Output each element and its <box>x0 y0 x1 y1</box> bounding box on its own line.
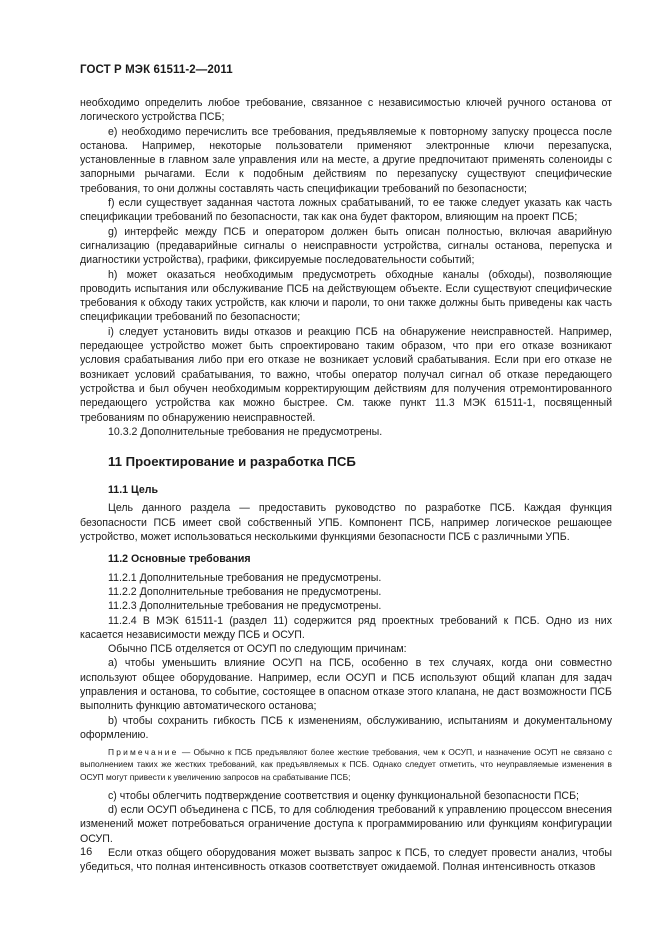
clause-11-2-3: 11.2.3 Дополнительные требования не предусмотрены. <box>108 600 382 613</box>
note <box>80 746 612 783</box>
subsection-heading-11-2: 11.2 Основные требования <box>108 553 251 566</box>
list-item-a: а) чтобы уменьшить влияние ОСУП на ПСБ, особенно в тех случаях, когда они совместно используют общее оборудование. Например, если ОСУП и ПСБ используют общий клапан для задач управления и останова, то событие, состоящее в опасном отказе этого клапана, не даст возможности ПСБ выполнить функцию автоматического останова; <box>80 657 612 713</box>
clause-11-2-1: 11.2.1 Дополнительные требования не предусмотрены. <box>108 571 382 584</box>
standard-header: ГОСТ Р МЭК 61511-2—2011 <box>80 64 233 76</box>
list-item-b: b) чтобы сохранить гибкость ПСБ к изменениям, обслуживанию, испытаниям и документальному оформлению. <box>80 714 612 741</box>
page-number: 16 <box>80 846 93 858</box>
list-item-c: с) чтобы облегчить подтверждение соответствия и оценку функциональной безопасности ПСБ; <box>108 789 579 802</box>
list-item-i: i) следует установить виды отказов и реакцию ПСБ на обнаружение неисправностей. Например, передающее устройство может быть спроектировано таким образом, что при его отказе возникают условия срабатывания либо при его отказе не возникает условий срабатывания. Если при его отказе не возникает условий срабатывания, то важно, чтобы оператор получал сигнал об отказе передающего устройства и был обучен необходимым корректирующим действиям для получения отремонтированного передающего устройства как можно быстрее. См. также пункт 11.3 МЭК 61511-1, посвященный требованиям по обнаружению неисправностей. <box>80 325 612 424</box>
list-item-e: е) необходимо перечислить все требования, предъявляемые к повторному запуску процесса после останова. Например, некоторые пользователи применяют электронные ключи перезапуска, установленные в главном зале управления или на месте, а другие предпочитают применять соленоиды с запорными рычагами. Если к подобным действиям по перезапуску существуют специфические требования, то они должны составлять часть спецификации требований по безопасности; <box>80 125 612 195</box>
section-heading-11: 11 Проектирование и разработка ПСБ <box>108 454 356 470</box>
clause-11-2-2: 11.2.2 Дополнительные требования не предусмотрены. <box>108 585 382 598</box>
clause-10-3-2: 10.3.2 Дополнительные требования не предусмотрены. <box>108 425 383 438</box>
subsection-heading-11-1: 11.1 Цель <box>108 484 158 497</box>
paragraph: необходимо определить любое требование, связанное с независимостью ключей ручного останова от логического устройства ПСБ; <box>80 97 612 124</box>
list-item-d: d) если ОСУП объединена с ПСБ, то для соблюдения требований к управлению процессом внесения изменений может потребоваться ограничение доступа к программированию или функциям конфигурации ОСУП. <box>80 804 612 845</box>
list-item-h: h) может оказаться необходимым предусмотреть обходные каналы (обходы), позволяющие проводить испытания или обслуживание ПСБ на действующем объекте. Если существуют специфические требования к обходу таких устройств, как ключи и пароли, то они также должны быть приведены как часть спецификации требований по безопасности; <box>80 268 612 324</box>
clause-11-2-4: 11.2.4 В МЭК 61511-1 (раздел 11) содержится ряд проектных требований к ПСБ. Одно из них касается независимости между ПСБ и ОСУП. <box>80 614 612 641</box>
paragraph-goal: Цель данного раздела — предоставить руководство по разработке ПСБ. Каждая функция безопасности ПСБ имеет свой собственный УПБ. Компонент ПСБ, например логическое решающее устройство, может использоваться несколькими функциями безопасности ПСБ с различными УПБ. <box>80 502 612 544</box>
paragraph-failure: Если отказ общего оборудования может вызвать запрос к ПСБ, то следует провести анализ, чтобы убедиться, что полная интенсивность отказов соответствует ожидаемой. Полная интенсивность отказов <box>80 846 612 874</box>
list-item-g: g) интерфейс между ПСБ и оператором должен быть описан полностью, включая аварийную сигнализацию (предаварийные сигналы о неисправности устройства, сигналы останова, перепуска и диагностики устройства), графики, фиксируемые последовательности событий; <box>80 225 612 267</box>
paragraph-reasons: Обычно ПСБ отделяется от ОСУП по следующим причинам: <box>108 643 407 656</box>
document-body <box>80 96 612 875</box>
note-label: Примечание <box>108 747 179 758</box>
list-item-f: f) если существует заданная частота ложных срабатываний, то ее также следует указать как часть спецификации требований по безопасности, так как она будет фактором, влияющим на проект ПСБ; <box>80 197 612 224</box>
note-text: — Обычно к ПСБ предъявляют более жесткие требования, чем к ОСУП, и назначение ОСУП не связано с выполнением таких же жестких требований, как предъявляемых к ПСБ. Однако следует отметить, что неуправляемые изменения в ОСУП могут привести к увеличению запросов на срабатывание ПСБ; <box>80 747 613 782</box>
